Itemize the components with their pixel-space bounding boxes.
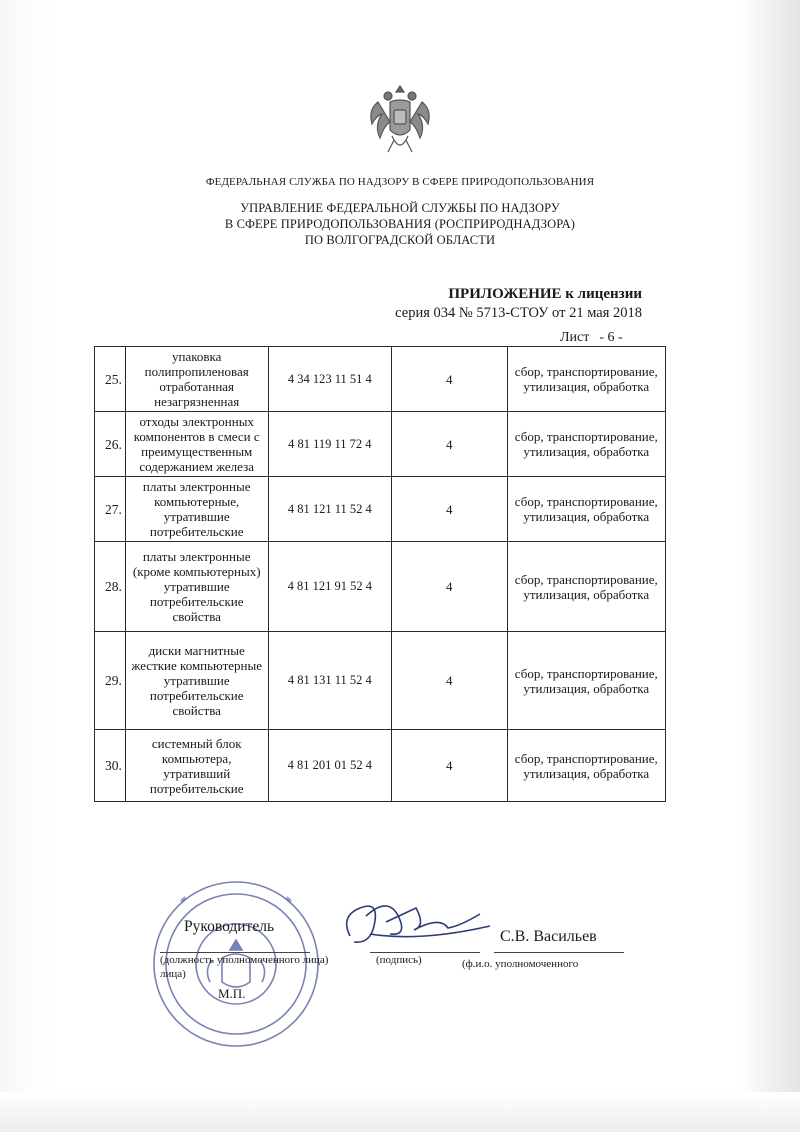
- table-row: [95, 347, 666, 412]
- hazard-class: 4: [392, 477, 507, 542]
- signatory-role: Руководитель: [184, 918, 275, 935]
- hazard-class: 4: [392, 347, 507, 412]
- fkko-code: 4 81 121 91 52 4: [268, 542, 392, 632]
- waste-name: упаковка полипропиленовая отработанная незагрязненная: [125, 347, 268, 412]
- hazard-class: 4: [392, 412, 507, 477]
- sheet-label: Лист: [560, 330, 590, 345]
- department-line-2: В СФЕРЕ ПРИРОДОПОЛЬЗОВАНИЯ (РОСПРИРОДНАДЗОРА): [224, 217, 576, 231]
- row-number: 26.: [95, 412, 126, 477]
- fkko-code: 4 81 119 11 72 4: [268, 412, 392, 477]
- waste-name: платы электронные компьютерные, утратившие потребительские: [125, 477, 268, 542]
- fkko-code: 4 81 131 11 52 4: [268, 632, 392, 730]
- table-row: [95, 477, 666, 542]
- sheet-number: - 6 -: [599, 330, 623, 345]
- operations: сбор, транспортирование, утилизация, обработка: [507, 412, 665, 477]
- table-row: [95, 412, 666, 477]
- row-number: 28.: [95, 542, 126, 632]
- caption-name: (ф.и.о. уполномоченного: [462, 958, 579, 970]
- row-number: 29.: [95, 632, 126, 730]
- table-row: [95, 730, 666, 802]
- table-row: [95, 632, 666, 730]
- waste-name: системный блок компьютера, утративший потребительские: [125, 730, 268, 802]
- signature-underline: [370, 952, 480, 953]
- fkko-code: 4 81 201 01 52 4: [268, 730, 392, 802]
- operations: сбор, транспортирование, утилизация, обработка: [507, 730, 665, 802]
- annex-series: серия 034 № 5713-СТОУ от 21 мая 2018: [395, 305, 642, 321]
- page-edge-shadow: [0, 1092, 800, 1132]
- sheet-indicator: [560, 330, 670, 346]
- service-name: ФЕДЕРАЛЬНАЯ СЛУЖБА ПО НАДЗОРУ В СФЕРЕ ПРИРОДОПОЛЬЗОВАНИЯ: [205, 176, 595, 188]
- caption-role: (должность уполномоченного лица): [160, 954, 329, 966]
- operations: сбор, транспортирование, утилизация, обработка: [507, 542, 665, 632]
- hazard-class: 4: [392, 542, 507, 632]
- waste-name: платы электронные (кроме компьютерных) утратившие потребительские свойства: [125, 542, 268, 632]
- waste-name: отходы электронных компонентов в смеси с преимущественным содержанием железа: [125, 412, 268, 477]
- hazard-class: 4: [392, 730, 507, 802]
- department-line-3: ПО ВОЛГОГРАДСКОЙ ОБЛАСТИ: [304, 233, 496, 247]
- row-number: 25.: [95, 347, 126, 412]
- caption-role-continued: лица): [160, 968, 186, 980]
- coat-of-arms-emblem: [364, 80, 436, 160]
- row-number: 30.: [95, 730, 126, 802]
- hazard-class: 4: [392, 632, 507, 730]
- operations: сбор, транспортирование, утилизация, обработка: [507, 477, 665, 542]
- name-underline: [494, 952, 624, 953]
- waste-table: [94, 346, 666, 802]
- fkko-code: 4 81 121 11 52 4: [268, 477, 392, 542]
- fkko-code: 4 34 123 11 51 4: [268, 347, 392, 412]
- signatory-name: С.В. Васильев: [500, 928, 597, 945]
- row-number: 27.: [95, 477, 126, 542]
- table-row: [95, 542, 666, 632]
- seal-place-mark: М.П.: [218, 986, 246, 1001]
- caption-signature: (подпись): [376, 954, 422, 966]
- annex-title: ПРИЛОЖЕНИЕ к лицензии: [448, 286, 642, 302]
- role-underline: [160, 952, 310, 953]
- operations: сбор, транспортирование, утилизация, обработка: [507, 632, 665, 730]
- handwritten-signature: [330, 886, 500, 956]
- department-name: [0, 200, 800, 248]
- operations: сбор, транспортирование, утилизация, обработка: [507, 347, 665, 412]
- waste-name: диски магнитные жесткие компьютерные утратившие потребительские свойства: [125, 632, 268, 730]
- department-line-1: УПРАВЛЕНИЕ ФЕДЕРАЛЬНОЙ СЛУЖБЫ ПО НАДЗОРУ: [240, 201, 560, 215]
